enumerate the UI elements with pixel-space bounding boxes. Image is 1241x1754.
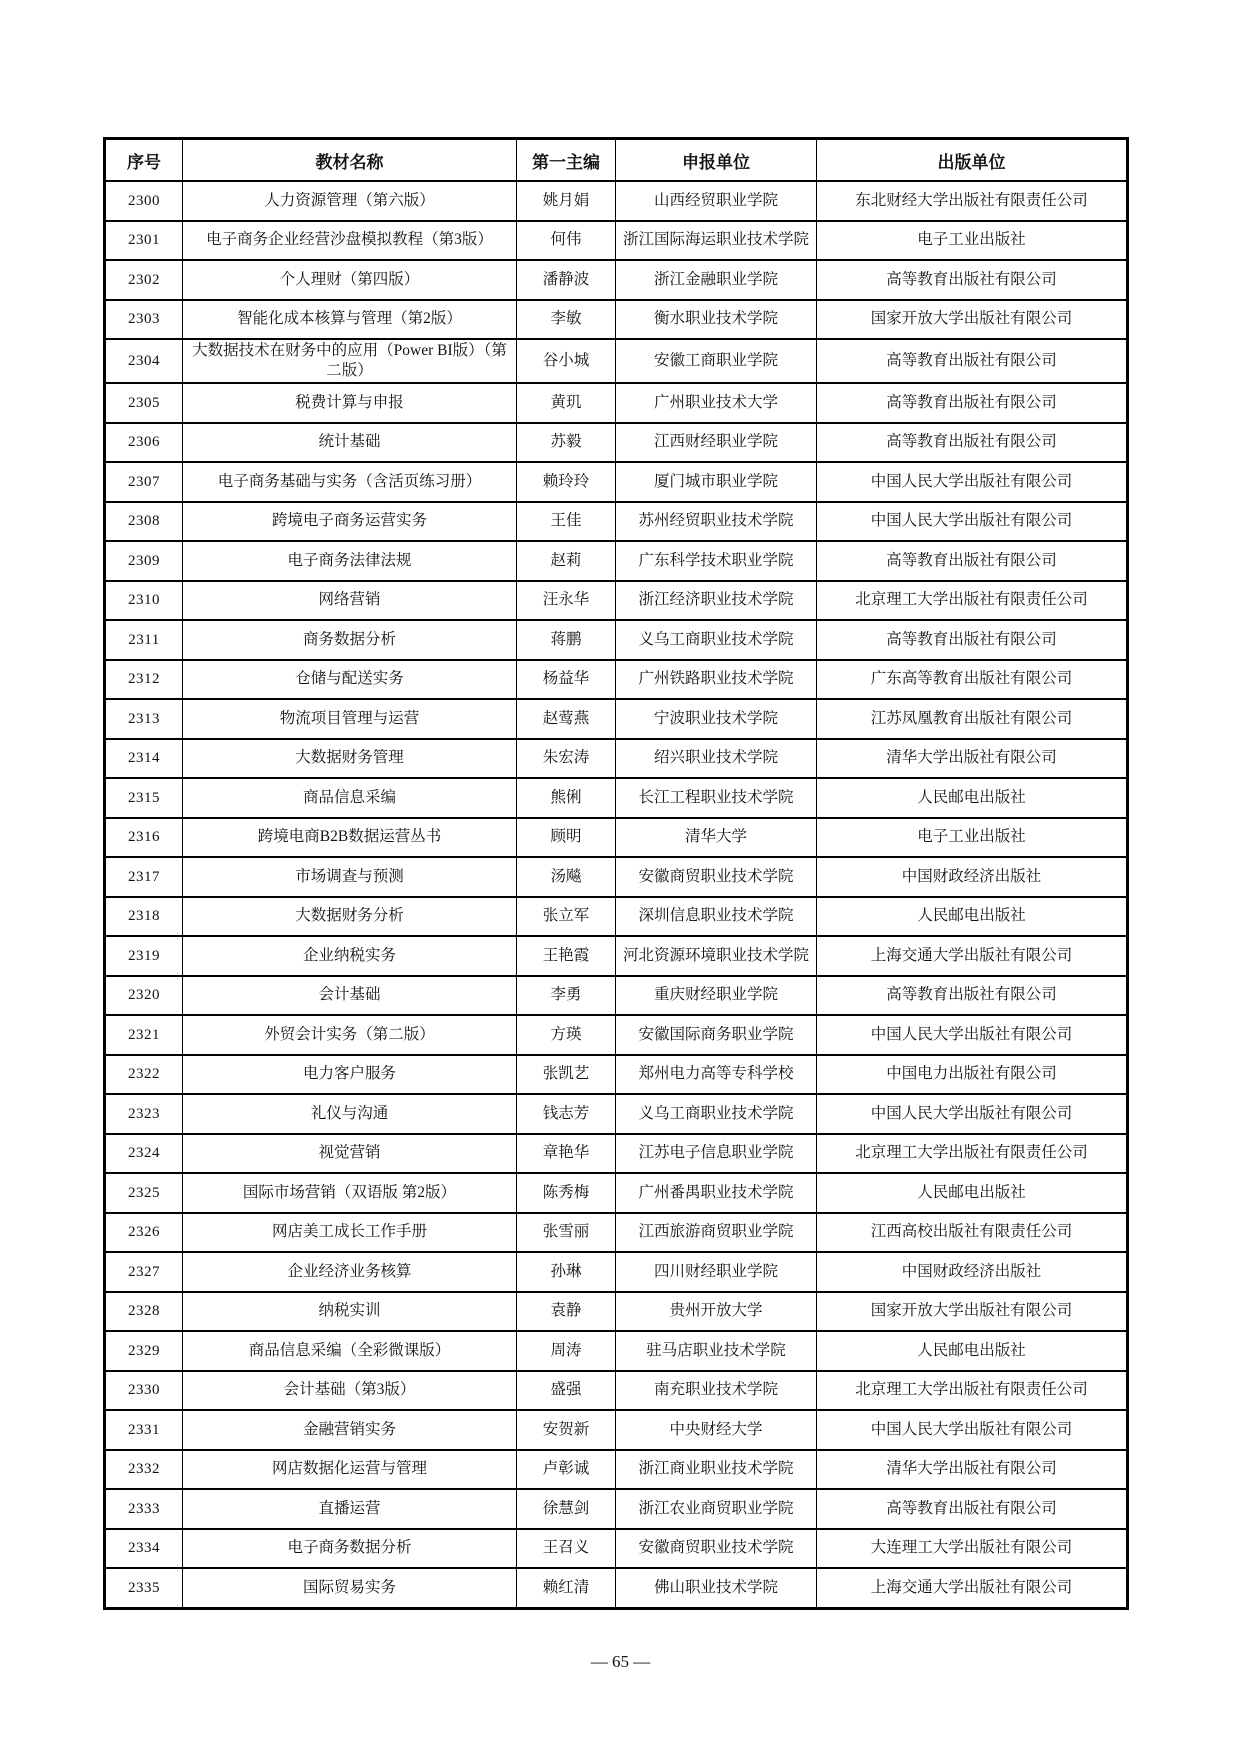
cell-editor: 卢彰诚 bbox=[517, 1450, 616, 1490]
cell-editor: 张立军 bbox=[517, 897, 616, 937]
cell-institution: 重庆财经职业学院 bbox=[616, 976, 817, 1016]
cell-publisher: 高等教育出版社有限公司 bbox=[817, 423, 1128, 463]
cell-serial: 2302 bbox=[105, 260, 183, 300]
cell-editor: 赖红清 bbox=[517, 1568, 616, 1608]
cell-title: 会计基础（第3版） bbox=[183, 1371, 517, 1411]
cell-title: 市场调查与预测 bbox=[183, 857, 517, 897]
cell-editor: 顾明 bbox=[517, 818, 616, 858]
cell-title: 企业经济业务核算 bbox=[183, 1252, 517, 1292]
cell-editor: 杨益华 bbox=[517, 660, 616, 700]
cell-serial: 2329 bbox=[105, 1331, 183, 1371]
cell-editor: 何伟 bbox=[517, 221, 616, 261]
table-row bbox=[105, 936, 1128, 976]
cell-editor: 周涛 bbox=[517, 1331, 616, 1371]
cell-serial: 2327 bbox=[105, 1252, 183, 1292]
cell-editor: 张凯艺 bbox=[517, 1055, 616, 1095]
cell-institution: 安徽商贸职业技术学院 bbox=[616, 1529, 817, 1569]
table-row bbox=[105, 1450, 1128, 1490]
cell-serial: 2321 bbox=[105, 1015, 183, 1055]
cell-editor: 盛强 bbox=[517, 1371, 616, 1411]
cell-title: 个人理财（第四版） bbox=[183, 260, 517, 300]
cell-title: 企业纳税实务 bbox=[183, 936, 517, 976]
cell-editor: 孙琳 bbox=[517, 1252, 616, 1292]
cell-institution: 江西旅游商贸职业学院 bbox=[616, 1213, 817, 1253]
cell-title: 国际市场营销（双语版 第2版） bbox=[183, 1173, 517, 1213]
cell-publisher: 高等教育出版社有限公司 bbox=[817, 383, 1128, 423]
cell-editor: 陈秀梅 bbox=[517, 1173, 616, 1213]
cell-publisher: 人民邮电出版社 bbox=[817, 1173, 1128, 1213]
table-body bbox=[105, 181, 1128, 1608]
cell-editor: 朱宏涛 bbox=[517, 739, 616, 779]
cell-title: 网店数据化运营与管理 bbox=[183, 1450, 517, 1490]
cell-serial: 2316 bbox=[105, 818, 183, 858]
cell-serial: 2307 bbox=[105, 462, 183, 502]
cell-serial: 2313 bbox=[105, 699, 183, 739]
cell-publisher: 高等教育出版社有限公司 bbox=[817, 541, 1128, 581]
cell-title: 商品信息采编（全彩微课版） bbox=[183, 1331, 517, 1371]
cell-serial: 2318 bbox=[105, 897, 183, 937]
table-row bbox=[105, 1489, 1128, 1529]
cell-title: 会计基础 bbox=[183, 976, 517, 1016]
cell-editor: 李勇 bbox=[517, 976, 616, 1016]
table-row bbox=[105, 462, 1128, 502]
table-row bbox=[105, 502, 1128, 542]
cell-serial: 2315 bbox=[105, 778, 183, 818]
cell-editor: 汪永华 bbox=[517, 581, 616, 621]
cell-institution: 绍兴职业技术学院 bbox=[616, 739, 817, 779]
cell-editor: 汤飚 bbox=[517, 857, 616, 897]
table-row bbox=[105, 1134, 1128, 1174]
cell-title: 外贸会计实务（第二版） bbox=[183, 1015, 517, 1055]
table-row bbox=[105, 300, 1128, 340]
cell-editor: 赵莺燕 bbox=[517, 699, 616, 739]
cell-serial: 2335 bbox=[105, 1568, 183, 1608]
cell-institution: 佛山职业技术学院 bbox=[616, 1568, 817, 1608]
table-row bbox=[105, 1371, 1128, 1411]
cell-publisher: 中国人民大学出版社有限公司 bbox=[817, 1094, 1128, 1134]
cell-institution: 浙江农业商贸职业学院 bbox=[616, 1489, 817, 1529]
cell-institution: 广州番禺职业技术学院 bbox=[616, 1173, 817, 1213]
cell-title: 金融营销实务 bbox=[183, 1410, 517, 1450]
cell-editor: 王艳霞 bbox=[517, 936, 616, 976]
cell-institution: 四川财经职业学院 bbox=[616, 1252, 817, 1292]
cell-editor: 徐慧剑 bbox=[517, 1489, 616, 1529]
cell-title: 电力客户服务 bbox=[183, 1055, 517, 1095]
table-row bbox=[105, 818, 1128, 858]
cell-publisher: 中国人民大学出版社有限公司 bbox=[817, 502, 1128, 542]
cell-editor: 方瑛 bbox=[517, 1015, 616, 1055]
cell-publisher: 北京理工大学出版社有限责任公司 bbox=[817, 1371, 1128, 1411]
cell-publisher: 大连理工大学出版社有限公司 bbox=[817, 1529, 1128, 1569]
cell-institution: 广州职业技术大学 bbox=[616, 383, 817, 423]
cell-editor: 谷小城 bbox=[517, 339, 616, 383]
cell-institution: 安徽国际商务职业学院 bbox=[616, 1015, 817, 1055]
cell-publisher: 电子工业出版社 bbox=[817, 221, 1128, 261]
cell-serial: 2311 bbox=[105, 620, 183, 660]
cell-title: 人力资源管理（第六版） bbox=[183, 181, 517, 221]
table-row bbox=[105, 383, 1128, 423]
cell-serial: 2309 bbox=[105, 541, 183, 581]
cell-institution: 浙江商业职业技术学院 bbox=[616, 1450, 817, 1490]
column-header-institution: 申报单位 bbox=[616, 139, 817, 182]
table-row bbox=[105, 423, 1128, 463]
cell-institution: 安徽工商职业学院 bbox=[616, 339, 817, 383]
cell-editor: 王佳 bbox=[517, 502, 616, 542]
table-row bbox=[105, 260, 1128, 300]
column-header-title: 教材名称 bbox=[183, 139, 517, 182]
cell-institution: 贵州开放大学 bbox=[616, 1292, 817, 1332]
cell-serial: 2305 bbox=[105, 383, 183, 423]
cell-institution: 安徽商贸职业技术学院 bbox=[616, 857, 817, 897]
cell-publisher: 人民邮电出版社 bbox=[817, 1331, 1128, 1371]
cell-institution: 广州铁路职业技术学院 bbox=[616, 660, 817, 700]
textbook-table bbox=[103, 137, 1129, 1610]
cell-serial: 2332 bbox=[105, 1450, 183, 1490]
cell-institution: 山西经贸职业学院 bbox=[616, 181, 817, 221]
cell-publisher: 高等教育出版社有限公司 bbox=[817, 339, 1128, 383]
cell-editor: 赵莉 bbox=[517, 541, 616, 581]
cell-title: 税费计算与申报 bbox=[183, 383, 517, 423]
cell-editor: 苏毅 bbox=[517, 423, 616, 463]
cell-publisher: 北京理工大学出版社有限责任公司 bbox=[817, 1134, 1128, 1174]
table-row bbox=[105, 1094, 1128, 1134]
cell-title: 电子商务企业经营沙盘模拟教程（第3版） bbox=[183, 221, 517, 261]
table-row bbox=[105, 739, 1128, 779]
cell-publisher: 中国人民大学出版社有限公司 bbox=[817, 1410, 1128, 1450]
cell-publisher: 高等教育出版社有限公司 bbox=[817, 976, 1128, 1016]
cell-publisher: 电子工业出版社 bbox=[817, 818, 1128, 858]
cell-editor: 章艳华 bbox=[517, 1134, 616, 1174]
cell-serial: 2324 bbox=[105, 1134, 183, 1174]
table-row bbox=[105, 1055, 1128, 1095]
cell-serial: 2317 bbox=[105, 857, 183, 897]
cell-serial: 2306 bbox=[105, 423, 183, 463]
cell-serial: 2330 bbox=[105, 1371, 183, 1411]
cell-publisher: 北京理工大学出版社有限责任公司 bbox=[817, 581, 1128, 621]
cell-title: 商务数据分析 bbox=[183, 620, 517, 660]
cell-publisher: 清华大学出版社有限公司 bbox=[817, 739, 1128, 779]
cell-serial: 2312 bbox=[105, 660, 183, 700]
table-row bbox=[105, 660, 1128, 700]
cell-institution: 长江工程职业技术学院 bbox=[616, 778, 817, 818]
table-row bbox=[105, 221, 1128, 261]
cell-serial: 2304 bbox=[105, 339, 183, 383]
cell-editor: 李敏 bbox=[517, 300, 616, 340]
cell-publisher: 清华大学出版社有限公司 bbox=[817, 1450, 1128, 1490]
cell-serial: 2314 bbox=[105, 739, 183, 779]
cell-title: 仓储与配送实务 bbox=[183, 660, 517, 700]
cell-publisher: 人民邮电出版社 bbox=[817, 897, 1128, 937]
cell-publisher: 东北财经大学出版社有限责任公司 bbox=[817, 181, 1128, 221]
cell-serial: 2301 bbox=[105, 221, 183, 261]
cell-publisher: 中国财政经济出版社 bbox=[817, 857, 1128, 897]
cell-editor: 张雪丽 bbox=[517, 1213, 616, 1253]
cell-institution: 浙江金融职业学院 bbox=[616, 260, 817, 300]
cell-institution: 义乌工商职业技术学院 bbox=[616, 1094, 817, 1134]
cell-title: 智能化成本核算与管理（第2版） bbox=[183, 300, 517, 340]
cell-title: 大数据财务分析 bbox=[183, 897, 517, 937]
cell-institution: 浙江国际海运职业技术学院 bbox=[616, 221, 817, 261]
table-row bbox=[105, 1568, 1128, 1608]
table-row bbox=[105, 1410, 1128, 1450]
cell-title: 纳税实训 bbox=[183, 1292, 517, 1332]
cell-title: 跨境电子商务运营实务 bbox=[183, 502, 517, 542]
cell-serial: 2326 bbox=[105, 1213, 183, 1253]
table-row bbox=[105, 1529, 1128, 1569]
cell-serial: 2322 bbox=[105, 1055, 183, 1095]
cell-publisher: 高等教育出版社有限公司 bbox=[817, 260, 1128, 300]
cell-institution: 南充职业技术学院 bbox=[616, 1371, 817, 1411]
cell-publisher: 中国财政经济出版社 bbox=[817, 1252, 1128, 1292]
cell-title: 统计基础 bbox=[183, 423, 517, 463]
cell-publisher: 江西高校出版社有限责任公司 bbox=[817, 1213, 1128, 1253]
cell-editor: 袁静 bbox=[517, 1292, 616, 1332]
table-header-row bbox=[105, 139, 1128, 182]
table-row bbox=[105, 1015, 1128, 1055]
cell-title: 国际贸易实务 bbox=[183, 1568, 517, 1608]
cell-institution: 中央财经大学 bbox=[616, 1410, 817, 1450]
cell-title: 电子商务法律法规 bbox=[183, 541, 517, 581]
cell-editor: 黄玑 bbox=[517, 383, 616, 423]
page-number: — 65 — bbox=[590, 1652, 651, 1671]
table-row bbox=[105, 976, 1128, 1016]
cell-serial: 2300 bbox=[105, 181, 183, 221]
cell-serial: 2320 bbox=[105, 976, 183, 1016]
cell-title: 网络营销 bbox=[183, 581, 517, 621]
cell-serial: 2310 bbox=[105, 581, 183, 621]
cell-institution: 广东科学技术职业学院 bbox=[616, 541, 817, 581]
cell-serial: 2331 bbox=[105, 1410, 183, 1450]
cell-publisher: 上海交通大学出版社有限公司 bbox=[817, 936, 1128, 976]
table-row bbox=[105, 699, 1128, 739]
cell-institution: 河北资源环境职业技术学院 bbox=[616, 936, 817, 976]
table-row bbox=[105, 1292, 1128, 1332]
table-row bbox=[105, 541, 1128, 581]
cell-editor: 熊俐 bbox=[517, 778, 616, 818]
cell-editor: 潘静波 bbox=[517, 260, 616, 300]
cell-institution: 驻马店职业技术学院 bbox=[616, 1331, 817, 1371]
cell-publisher: 中国电力出版社有限公司 bbox=[817, 1055, 1128, 1095]
cell-publisher: 中国人民大学出版社有限公司 bbox=[817, 462, 1128, 502]
cell-institution: 郑州电力高等专科学校 bbox=[616, 1055, 817, 1095]
cell-publisher: 广东高等教育出版社有限公司 bbox=[817, 660, 1128, 700]
cell-institution: 宁波职业技术学院 bbox=[616, 699, 817, 739]
cell-serial: 2333 bbox=[105, 1489, 183, 1529]
cell-title: 大数据财务管理 bbox=[183, 739, 517, 779]
cell-editor: 钱志芳 bbox=[517, 1094, 616, 1134]
cell-title: 电子商务数据分析 bbox=[183, 1529, 517, 1569]
cell-institution: 深圳信息职业技术学院 bbox=[616, 897, 817, 937]
table-row bbox=[105, 181, 1128, 221]
cell-institution: 义乌工商职业技术学院 bbox=[616, 620, 817, 660]
table-row bbox=[105, 1331, 1128, 1371]
cell-serial: 2323 bbox=[105, 1094, 183, 1134]
cell-serial: 2325 bbox=[105, 1173, 183, 1213]
cell-serial: 2328 bbox=[105, 1292, 183, 1332]
cell-title: 视觉营销 bbox=[183, 1134, 517, 1174]
cell-publisher: 高等教育出版社有限公司 bbox=[817, 1489, 1128, 1529]
cell-institution: 江苏电子信息职业学院 bbox=[616, 1134, 817, 1174]
cell-editor: 姚月娟 bbox=[517, 181, 616, 221]
cell-institution: 衡水职业技术学院 bbox=[616, 300, 817, 340]
cell-institution: 浙江经济职业技术学院 bbox=[616, 581, 817, 621]
cell-title: 礼仪与沟通 bbox=[183, 1094, 517, 1134]
table-row bbox=[105, 857, 1128, 897]
cell-editor: 蒋鹏 bbox=[517, 620, 616, 660]
cell-publisher: 江苏凤凰教育出版社有限公司 bbox=[817, 699, 1128, 739]
table-row bbox=[105, 620, 1128, 660]
table-row bbox=[105, 897, 1128, 937]
cell-serial: 2303 bbox=[105, 300, 183, 340]
cell-serial: 2334 bbox=[105, 1529, 183, 1569]
cell-publisher: 上海交通大学出版社有限公司 bbox=[817, 1568, 1128, 1608]
cell-editor: 王召义 bbox=[517, 1529, 616, 1569]
cell-publisher: 人民邮电出版社 bbox=[817, 778, 1128, 818]
cell-title: 跨境电商B2B数据运营丛书 bbox=[183, 818, 517, 858]
table-row bbox=[105, 1252, 1128, 1292]
cell-publisher: 国家开放大学出版社有限公司 bbox=[817, 1292, 1128, 1332]
table-row bbox=[105, 778, 1128, 818]
cell-institution: 苏州经贸职业技术学院 bbox=[616, 502, 817, 542]
cell-title: 直播运营 bbox=[183, 1489, 517, 1529]
cell-editor: 安贺新 bbox=[517, 1410, 616, 1450]
cell-serial: 2319 bbox=[105, 936, 183, 976]
cell-title: 电子商务基础与实务（含活页练习册） bbox=[183, 462, 517, 502]
cell-institution: 清华大学 bbox=[616, 818, 817, 858]
cell-publisher: 中国人民大学出版社有限公司 bbox=[817, 1015, 1128, 1055]
cell-title: 商品信息采编 bbox=[183, 778, 517, 818]
table-row bbox=[105, 1173, 1128, 1213]
cell-title: 物流项目管理与运营 bbox=[183, 699, 517, 739]
cell-publisher: 国家开放大学出版社有限公司 bbox=[817, 300, 1128, 340]
table-row bbox=[105, 581, 1128, 621]
cell-title: 网店美工成长工作手册 bbox=[183, 1213, 517, 1253]
cell-title: 大数据技术在财务中的应用（Power BI版）（第二版） bbox=[183, 339, 517, 383]
cell-institution: 厦门城市职业学院 bbox=[616, 462, 817, 502]
column-header-publisher: 出版单位 bbox=[817, 139, 1128, 182]
table-row bbox=[105, 339, 1128, 383]
cell-publisher: 高等教育出版社有限公司 bbox=[817, 620, 1128, 660]
cell-serial: 2308 bbox=[105, 502, 183, 542]
table-row bbox=[105, 1213, 1128, 1253]
cell-institution: 江西财经职业学院 bbox=[616, 423, 817, 463]
column-header-editor: 第一主编 bbox=[517, 139, 616, 182]
column-header-serial: 序号 bbox=[105, 139, 183, 182]
cell-editor: 赖玲玲 bbox=[517, 462, 616, 502]
